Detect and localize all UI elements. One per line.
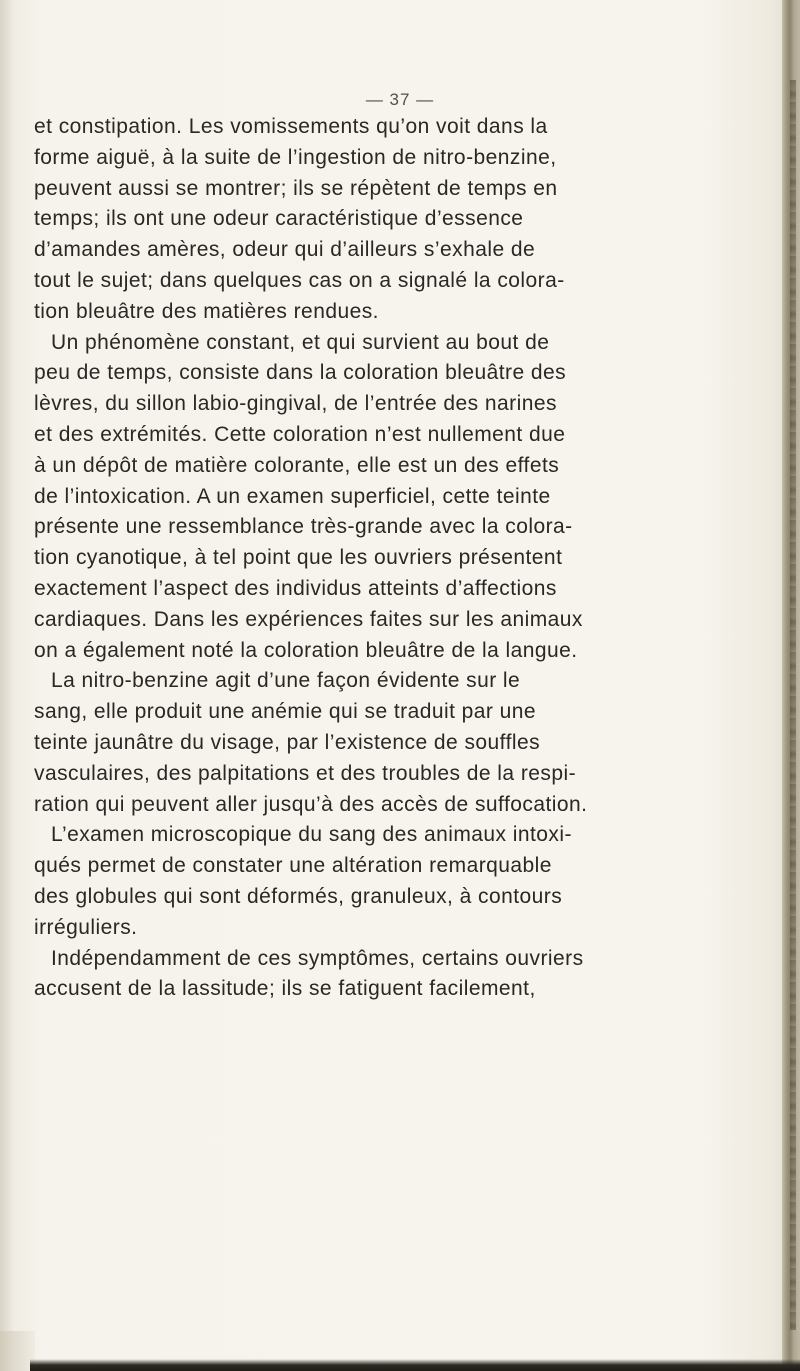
text-line-29: accusent de la lassitude; ils se fatiguent facilement, (34, 977, 536, 1001)
text-line-16: exactement l’aspect des individus atteints d’affections (34, 576, 557, 600)
text-line-15: tion cyanotique, à tel point que les ouvriers présentent (34, 546, 563, 570)
text-line-4: temps; ils ont une odeur caractéristique d’essence (34, 207, 524, 231)
page-number: — 37 — (365, 90, 435, 109)
body-text (34, 112, 754, 1005)
text-line-23: ration qui peuvent aller jusqu’à des accès de suffocation. (34, 792, 588, 816)
text-line-12: à un dépôt de matière colorante, elle est un des effets (34, 453, 560, 477)
text-line-19: La nitro-benzine agit d’une façon évidente sur le (51, 669, 521, 693)
text-line-13: de l’intoxication. A un examen superficiel, cette teinte (34, 484, 551, 508)
text-line-14: présente une ressemblance très-grande avec la colora- (34, 515, 573, 539)
text-line-3: peuvent aussi se montrer; ils se répètent de temps en (34, 176, 558, 200)
text-line-17: cardiaques. Dans les expériences faites sur les animaux (34, 607, 583, 631)
text-line-8: Un phénomène constant, et qui survient au bout de (51, 330, 550, 354)
text-line-9: peu de temps, consiste dans la coloration bleuâtre des (34, 361, 567, 385)
text-line-22: vasculaires, des palpitations et des troubles de la respi- (34, 761, 577, 785)
text-line-6: tout le sujet; dans quelques cas on a signalé la colora- (34, 268, 565, 292)
text-line-28: Indépendamment de ces symptômes, certains ouvriers (51, 946, 584, 970)
text-line-5: d’amandes amères, odeur qui d’ailleurs s’exhale de (34, 238, 536, 262)
text-line-18: on a également noté la coloration bleuâtre de la langue. (34, 638, 578, 662)
text-line-11: et des extrémités. Cette coloration n’est nullement due (34, 422, 566, 446)
text-line-10: lèvres, du sillon labio-gingival, de l’entrée des narines (34, 392, 557, 416)
text-line-1: et constipation. Les vomissements qu’on voit dans la (34, 115, 548, 138)
book-binding-shadow (790, 80, 796, 1330)
text-line-24: L’examen microscopique du sang des animaux intoxi- (51, 823, 572, 847)
page-bottom-edge (30, 1359, 800, 1371)
text-line-25: qués permet de constater une altération remarquable (34, 854, 552, 878)
page-left-shadow (0, 0, 14, 1371)
text-line-2: forme aiguë, à la suite de l’ingestion de nitro-benzine, (34, 145, 557, 169)
text-line-7: tion bleuâtre des matières rendues. (34, 299, 379, 323)
text-line-27: irréguliers. (34, 915, 138, 939)
text-line-21: teinte jaunâtre du visage, par l’existence de souffles (34, 730, 541, 754)
text-line-20: sang, elle produit une anémie qui se traduit par une (34, 700, 537, 724)
text-line-26: des globules qui sont déformés, granuleux, à contours (34, 884, 563, 908)
